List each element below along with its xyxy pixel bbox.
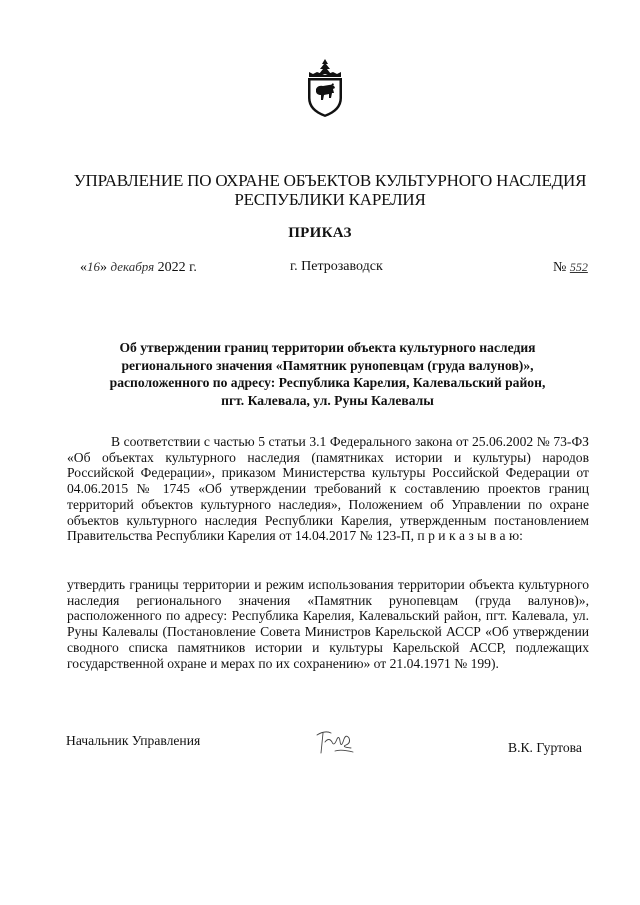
document-type-title: ПРИКАЗ [288, 225, 352, 241]
order-number-prefix: № [553, 260, 567, 275]
heading-line: расположенного по адресу: Республика Карелия, Калевальский район, [109, 375, 546, 390]
order-paragraph: утвердить границы территории и режим использования территории объекта культурного наследия регионального значения «Памятник рунопевцам (груда валунов)», расположенного по адресу: Республика Карелия, Калевальский район, пгт. Калевала, ул. Руны Калевалы (Постановление Совета Министров Карельской АССР «Об утверждении сводного списка памятников истории и культуры Карельской АССР, подлежащих государственной охране и мерах по их сохранению» от 21.04.1971 № 199). [67, 577, 589, 671]
order-date [80, 258, 197, 277]
heading-line: пгт. Калевала, ул. Руны Калевалы [221, 392, 434, 408]
date-day: 16 [87, 259, 100, 274]
organization-name-line2: РЕСПУБЛИКИ КАРЕЛИЯ [234, 190, 426, 209]
signer-name: В.К. Гуртова [508, 740, 582, 755]
preamble-paragraph: В соответствии с частью 5 статьи 3.1 Федерального закона от 25.06.2002 № 73-ФЗ «Об объектах культурного наследия (памятниках истории и культуры) народов Российской Федерации», приказом Министерства культуры Российской Федерации от 04.06.2015 № 1745 «Об утверждении требований к составлению проектов границ территорий объектов культурного наследия», Положением об Управлении по охране объектов культурного наследия Республики Карелия, утвержденным постановлением Правительства Республики Карелия от 14.04.2017 № 123-П, п р и к а з ы в а ю: [67, 434, 589, 544]
heading-line: Об утверждении границ территории объекта культурного наследия [119, 340, 536, 355]
organization-name-line1: УПРАВЛЕНИЕ ПО ОХРАНЕ ОБЪЕКТОВ КУЛЬТУРНОГО НАСЛЕДИЯ [73, 171, 587, 190]
signer-title: Начальник Управления [66, 733, 201, 748]
order-number-value: 552 [569, 260, 588, 274]
order-city: г. Петрозаводск [290, 259, 383, 274]
karelia-coat-of-arms-icon [303, 58, 347, 118]
heading-line: регионального значения «Памятник рунопевцам (груда валунов)», [121, 357, 534, 373]
date-open-quote: « [80, 260, 87, 275]
order-heading [80, 339, 575, 409]
date-close-quote: » [100, 260, 107, 275]
date-year: 2022 г. [157, 260, 197, 275]
date-month: декабря [110, 259, 155, 274]
handwritten-signature-icon [313, 727, 357, 759]
order-number [553, 258, 588, 277]
